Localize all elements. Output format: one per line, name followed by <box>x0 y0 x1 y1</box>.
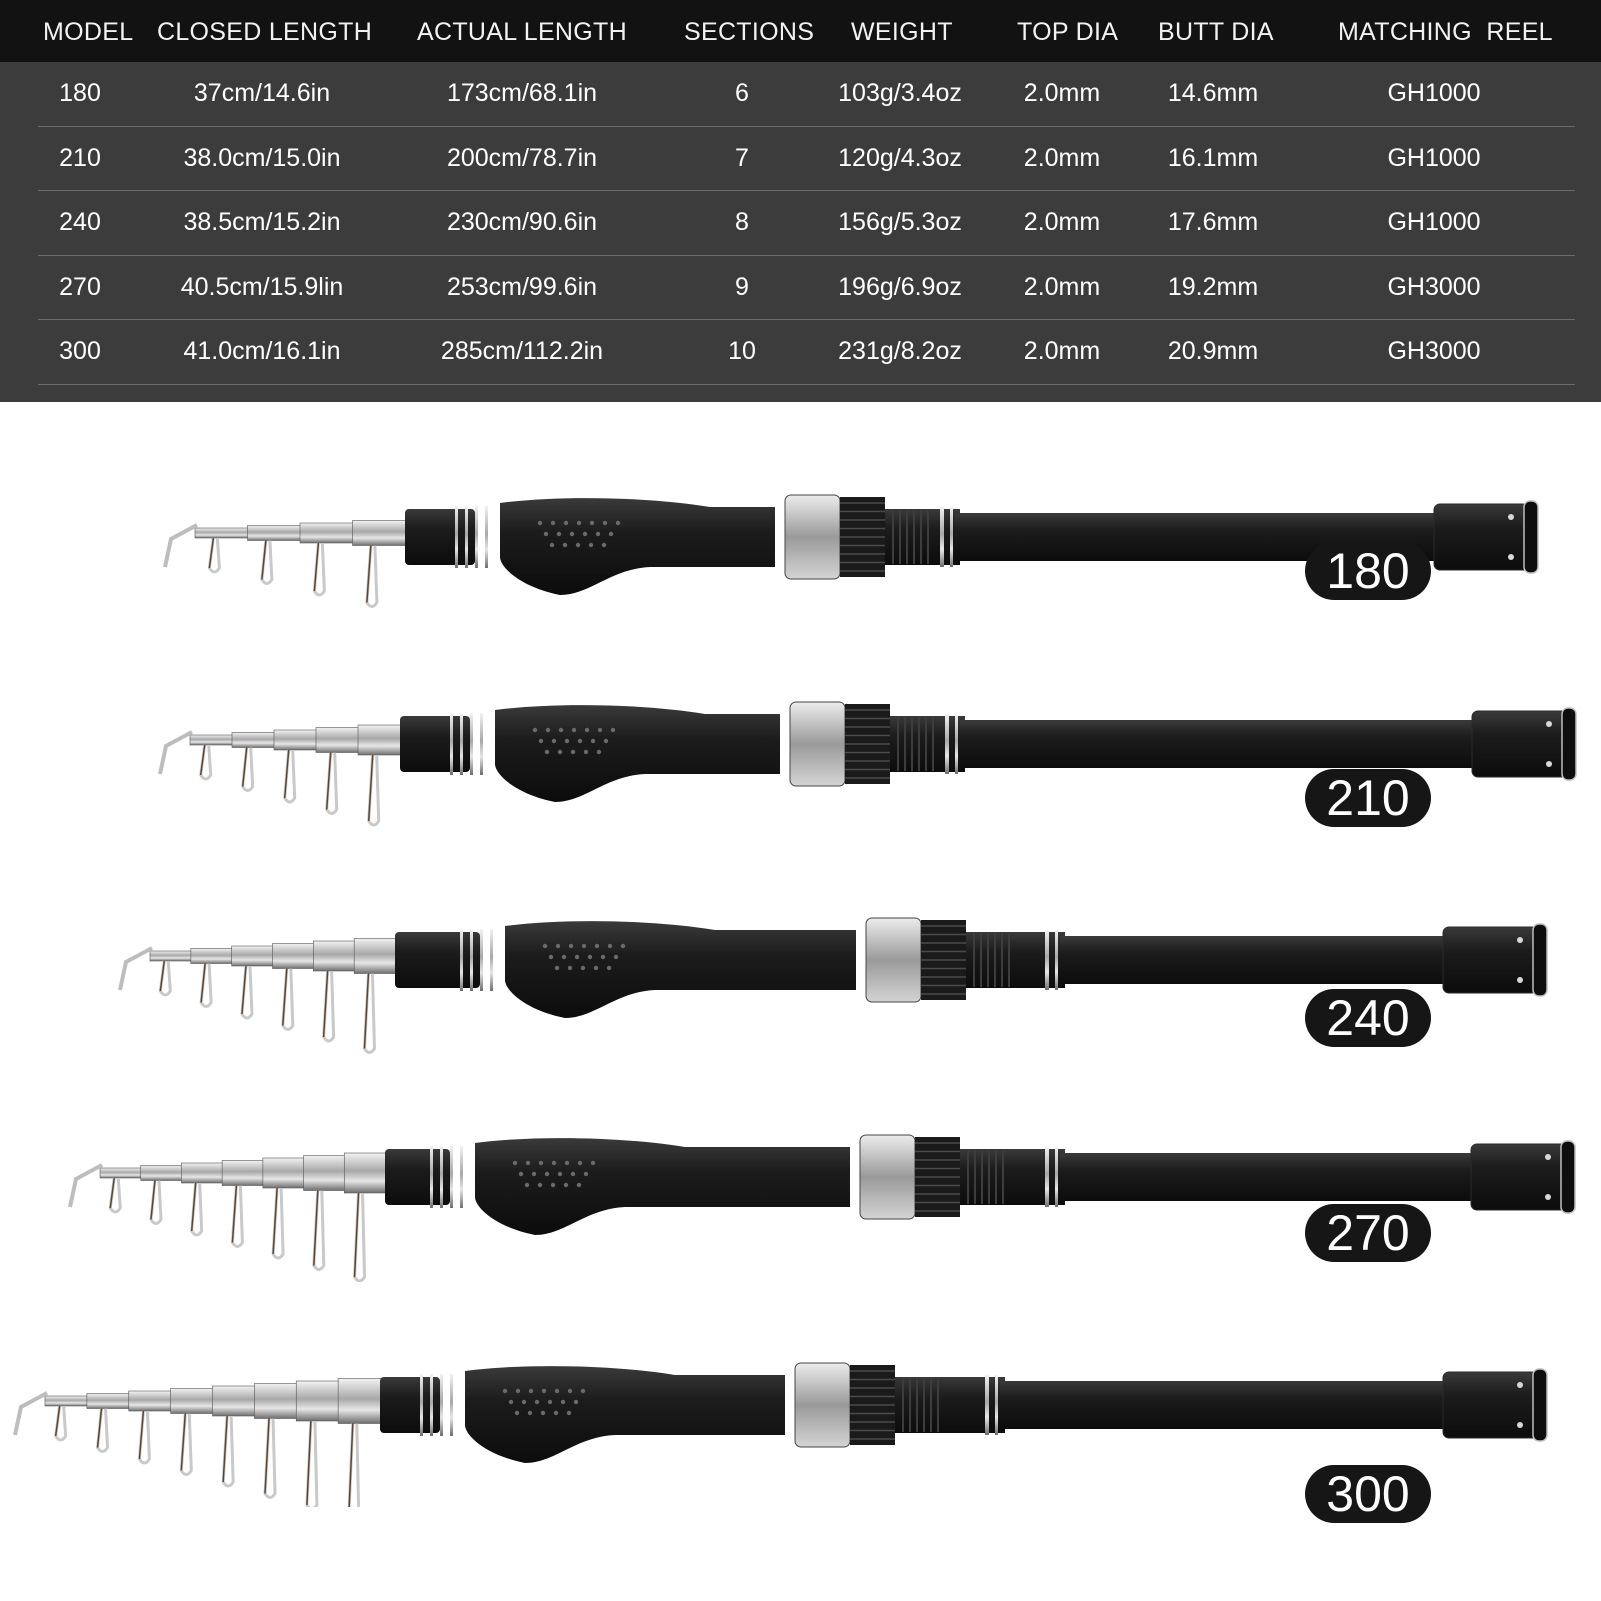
grip-dot <box>571 1172 575 1176</box>
grip-dot <box>607 966 611 970</box>
grip-dot <box>572 728 576 732</box>
cell-model: 300 <box>59 337 101 365</box>
cell-top-dia: 2.0mm <box>1023 272 1101 301</box>
grip-dot <box>584 750 588 754</box>
chrome-ring <box>1055 930 1058 990</box>
butt-cap <box>1471 1144 1566 1210</box>
grip-dot <box>594 966 598 970</box>
grip-dot <box>558 750 562 754</box>
cell-sections: 8 <box>735 208 749 236</box>
butt-screw <box>1508 514 1514 520</box>
grip-dot <box>558 1172 562 1176</box>
model-badge: 300 <box>1305 1465 1431 1523</box>
butt-screw <box>1545 1194 1551 1200</box>
butt-cap <box>1443 1372 1538 1438</box>
grip-dot <box>571 750 575 754</box>
rod-section <box>273 944 316 969</box>
cell-top-dia: 2.0mm <box>1023 79 1101 107</box>
grip-dot <box>515 1411 519 1415</box>
cell-matching-reel: GH3000 <box>1387 272 1481 301</box>
cell-model: 240 <box>59 208 101 236</box>
grip-dot <box>542 1389 546 1393</box>
rod-section <box>313 941 356 971</box>
rod-blank <box>400 716 470 772</box>
chrome-ring <box>1045 930 1049 990</box>
cell-matching-reel: GH3000 <box>1387 337 1481 365</box>
grip-dot <box>539 739 543 743</box>
grip-dot <box>601 955 605 959</box>
grip-dot <box>509 1400 513 1404</box>
butt-end <box>1533 1369 1547 1441</box>
grip-dot <box>577 1183 581 1187</box>
grip-dot <box>596 532 600 536</box>
rod-section <box>191 949 234 964</box>
cell-model: 270 <box>59 272 101 301</box>
cell-actual-length: 285cm/112.2in <box>440 337 604 365</box>
butt-screw <box>1545 1154 1551 1160</box>
grip-dot <box>569 944 573 948</box>
rod-section <box>263 1158 306 1188</box>
chrome-ring <box>490 929 493 991</box>
cell-sections: 10 <box>728 337 756 365</box>
rod-section <box>213 1386 257 1416</box>
grip-dot <box>552 739 556 743</box>
butt-screw <box>1517 1422 1523 1428</box>
chrome-ring <box>945 714 949 774</box>
grip-dot <box>595 944 599 948</box>
cell-weight: 196g/6.9oz <box>838 272 962 301</box>
grip-dot <box>545 750 549 754</box>
model-badge: 180 <box>1305 542 1431 600</box>
grip-dot <box>554 1411 558 1415</box>
rod-grip <box>500 498 775 595</box>
grip-dot <box>603 521 607 525</box>
grip-dot <box>589 543 593 547</box>
grip-dot <box>577 521 581 525</box>
chrome-ring <box>450 713 453 775</box>
cell-butt-dia: 20.9mm <box>1167 337 1259 365</box>
cell-sections: 6 <box>735 79 749 107</box>
header-model: MODEL <box>43 18 134 46</box>
grip-dot <box>591 739 595 743</box>
cell-closed-length: 37cm/14.6in <box>193 79 331 107</box>
chrome-ring <box>1045 1147 1049 1207</box>
butt-screw <box>1517 1382 1523 1388</box>
rod-section <box>316 728 360 753</box>
grip-dot <box>585 728 589 732</box>
butt-screw <box>1546 721 1552 727</box>
butt-section <box>1000 1381 1445 1429</box>
grip-dot <box>602 543 606 547</box>
grip-dot <box>563 543 567 547</box>
grip-dot <box>581 966 585 970</box>
grip-dot <box>529 1389 533 1393</box>
grip-dot <box>546 728 550 732</box>
grip-dot <box>578 739 582 743</box>
grip-dot <box>576 543 580 547</box>
rod-blank <box>395 932 480 988</box>
chrome-ring <box>480 713 483 775</box>
cell-matching-reel: GH1000 <box>1387 143 1481 172</box>
butt-end <box>1533 924 1547 996</box>
grip-dot <box>539 1161 543 1165</box>
cell-top-dia: 2.0mm <box>1023 337 1101 365</box>
chrome-ring <box>955 714 958 774</box>
butt-end <box>1524 501 1538 573</box>
cell-butt-dia: 16.1mm <box>1167 143 1259 172</box>
cell-actual-length: 200cm/78.7in <box>446 143 598 172</box>
rod-section <box>344 1153 387 1193</box>
chrome-ring <box>475 506 478 568</box>
header-weight: WEIGHT <box>851 18 953 46</box>
chrome-ring <box>470 713 473 775</box>
grip-dot <box>526 1161 530 1165</box>
cell-actual-length: 230cm/90.6in <box>446 208 598 236</box>
table-row <box>0 191 1601 255</box>
cell-sections: 9 <box>735 272 749 301</box>
reel-seat-ring <box>785 495 840 579</box>
model-badge: 270 <box>1305 1204 1431 1262</box>
rod-section <box>181 1163 224 1183</box>
rod-section <box>353 521 408 546</box>
grip-dot <box>614 955 618 959</box>
chrome-ring <box>460 713 463 775</box>
rod-gallery <box>0 402 1601 1601</box>
chrome-ring <box>465 506 468 568</box>
grip-dot <box>570 532 574 536</box>
grip-dot <box>555 1389 559 1393</box>
grip-dot <box>556 944 560 948</box>
tip-guide <box>165 525 197 567</box>
chrome-ring <box>480 929 483 991</box>
grip-dot <box>591 1161 595 1165</box>
butt-cap <box>1472 711 1567 777</box>
rod-section <box>354 939 397 974</box>
rod-section <box>87 1394 131 1409</box>
grip-dot <box>557 532 561 536</box>
tip-guide <box>70 1165 102 1207</box>
row-divider <box>38 384 1575 385</box>
rod-section <box>300 523 355 543</box>
butt-screw <box>1508 554 1514 560</box>
grip-dot <box>543 944 547 948</box>
butt-screw <box>1517 937 1523 943</box>
table-row <box>0 320 1601 384</box>
grip-dot <box>522 1400 526 1404</box>
grip-dot <box>525 1183 529 1187</box>
grip-dot <box>532 1172 536 1176</box>
reel-seat-ring <box>795 1363 850 1447</box>
rod-section <box>232 946 275 966</box>
cell-actual-length: 253cm/99.6in <box>446 272 598 301</box>
rod-blank <box>405 509 475 565</box>
ribbed-section <box>890 716 965 772</box>
chrome-ring <box>440 1146 443 1208</box>
cell-matching-reel: GH1000 <box>1387 208 1481 236</box>
chrome-ring <box>450 1146 453 1208</box>
rod-section <box>190 735 234 745</box>
rod-grip <box>465 1366 785 1463</box>
chrome-ring <box>470 929 473 991</box>
chrome-ring <box>995 1375 998 1435</box>
grip-dot <box>568 966 572 970</box>
chrome-ring <box>420 1374 423 1436</box>
grip-dot <box>516 1389 520 1393</box>
grip-dot <box>548 1400 552 1404</box>
grip-dot <box>551 1183 555 1187</box>
cell-weight: 120g/4.3oz <box>838 143 962 172</box>
rod-section <box>232 733 276 748</box>
rod-section <box>100 1168 143 1178</box>
cell-model: 210 <box>59 143 101 172</box>
grip-dot <box>616 521 620 525</box>
grip-dot <box>533 728 537 732</box>
spec-table <box>0 0 1601 402</box>
rod-section <box>304 1156 347 1191</box>
grip-dot <box>551 521 555 525</box>
grip-dot <box>545 1172 549 1176</box>
reel-seat-ring <box>790 702 845 786</box>
butt-section <box>1060 1153 1473 1201</box>
grip-dot <box>559 728 563 732</box>
rod-section <box>141 1166 184 1181</box>
grip-dot <box>538 1183 542 1187</box>
rod-section <box>171 1389 215 1414</box>
header-actual-length: ACTUAL LENGTH <box>417 18 627 46</box>
grip-dot <box>513 1161 517 1165</box>
grip-dot <box>561 1400 565 1404</box>
butt-end <box>1561 1141 1575 1213</box>
grip-dot <box>582 944 586 948</box>
cell-closed-length: 38.0cm/15.0in <box>183 143 341 172</box>
grip-dot <box>544 532 548 536</box>
cell-closed-length: 40.5cm/15.9lin <box>180 272 344 301</box>
grip-dot <box>549 955 553 959</box>
rod-section <box>358 725 402 755</box>
grip-dot <box>584 1172 588 1176</box>
cell-butt-dia: 14.6mm <box>1167 79 1259 107</box>
butt-cap <box>1434 504 1529 570</box>
grip-dot <box>568 1389 572 1393</box>
table-row <box>0 127 1601 191</box>
grip-dot <box>550 543 554 547</box>
chrome-ring <box>430 1146 433 1208</box>
cell-closed-length: 38.5cm/15.2in <box>183 208 341 236</box>
header-matching-reel: MATCHING REEL <box>1338 18 1553 46</box>
chrome-ring <box>485 506 488 568</box>
grip-dot <box>574 1400 578 1404</box>
reel-seat-ring <box>860 1135 915 1219</box>
chrome-ring <box>1055 1147 1058 1207</box>
chrome-ring <box>430 1374 433 1436</box>
cell-matching-reel: GH1000 <box>1387 79 1481 107</box>
grip-dot <box>611 728 615 732</box>
rod-section <box>45 1396 89 1406</box>
cell-butt-dia: 19.2mm <box>1167 272 1259 301</box>
grip-dot <box>598 728 602 732</box>
rod-section <box>248 526 303 541</box>
grip-dot <box>588 955 592 959</box>
grip-dot <box>597 750 601 754</box>
chrome-ring <box>455 506 458 568</box>
model-badge: 210 <box>1305 769 1431 827</box>
grip-dot <box>575 955 579 959</box>
header-butt-dia: BUTT DIA <box>1158 18 1274 46</box>
table-row <box>0 256 1601 320</box>
chrome-ring <box>450 1374 453 1436</box>
grip-dot <box>535 1400 539 1404</box>
tip-guide <box>160 732 192 774</box>
grip-dot <box>567 1411 571 1415</box>
grip-dot <box>590 521 594 525</box>
grip-dot <box>555 966 559 970</box>
grip-dot <box>541 1411 545 1415</box>
grip-dot <box>583 532 587 536</box>
grip-dot <box>528 1411 532 1415</box>
rod-section <box>222 1161 265 1186</box>
chrome-ring <box>460 929 463 991</box>
grip-dot <box>581 1389 585 1393</box>
butt-section <box>960 720 1474 768</box>
rod-section <box>195 528 250 538</box>
grip-dot <box>552 1161 556 1165</box>
cell-weight: 103g/3.4oz <box>838 79 962 107</box>
cell-actual-length: 173cm/68.1in <box>446 79 598 107</box>
cell-top-dia: 2.0mm <box>1023 208 1101 236</box>
rod-section <box>338 1379 382 1424</box>
butt-screw <box>1517 977 1523 983</box>
rod-section <box>274 730 318 750</box>
chrome-ring <box>940 507 944 567</box>
butt-screw <box>1546 761 1552 767</box>
cell-top-dia: 2.0mm <box>1023 143 1101 172</box>
butt-section <box>1060 936 1445 984</box>
model-badge: 240 <box>1305 989 1431 1047</box>
cell-sections: 7 <box>735 143 749 172</box>
grip-dot <box>564 1183 568 1187</box>
grip-dot <box>503 1389 507 1393</box>
chrome-ring <box>460 1146 463 1208</box>
grip-dot <box>519 1172 523 1176</box>
header-closed-length: CLOSED LENGTH <box>157 18 373 46</box>
chrome-ring <box>950 507 953 567</box>
grip-dot <box>564 521 568 525</box>
grip-dot <box>562 955 566 959</box>
rod-grip <box>475 1138 850 1235</box>
grip-dot <box>538 521 542 525</box>
header-top-dia: TOP DIA <box>1017 18 1119 46</box>
reel-seat-ring <box>866 918 921 1002</box>
rod-section <box>254 1384 298 1419</box>
grip-dot <box>608 944 612 948</box>
header-sections: SECTIONS <box>684 18 815 46</box>
rod-section <box>296 1381 340 1421</box>
butt-cap <box>1443 927 1538 993</box>
chrome-ring <box>985 1375 989 1435</box>
rod-section <box>150 951 193 961</box>
ribbed-section <box>885 509 960 565</box>
cell-weight: 156g/5.3oz <box>838 208 962 236</box>
grip-dot <box>578 1161 582 1165</box>
cell-closed-length: 41.0cm/16.1in <box>183 337 341 365</box>
grip-dot <box>609 532 613 536</box>
grip-dot <box>621 944 625 948</box>
grip-dot <box>604 739 608 743</box>
grip-dot <box>565 1161 569 1165</box>
chrome-ring <box>440 1374 443 1436</box>
cell-butt-dia: 17.6mm <box>1167 208 1259 236</box>
grip-dot <box>565 739 569 743</box>
table-row <box>0 62 1601 126</box>
rod-grip <box>495 705 780 802</box>
tip-guide <box>120 948 152 990</box>
cell-model: 180 <box>59 79 101 107</box>
spec-table-header <box>0 0 1601 62</box>
cell-weight: 231g/8.2oz <box>838 337 962 365</box>
tip-guide <box>15 1393 47 1435</box>
rod-section <box>129 1391 173 1411</box>
butt-end <box>1562 708 1576 780</box>
